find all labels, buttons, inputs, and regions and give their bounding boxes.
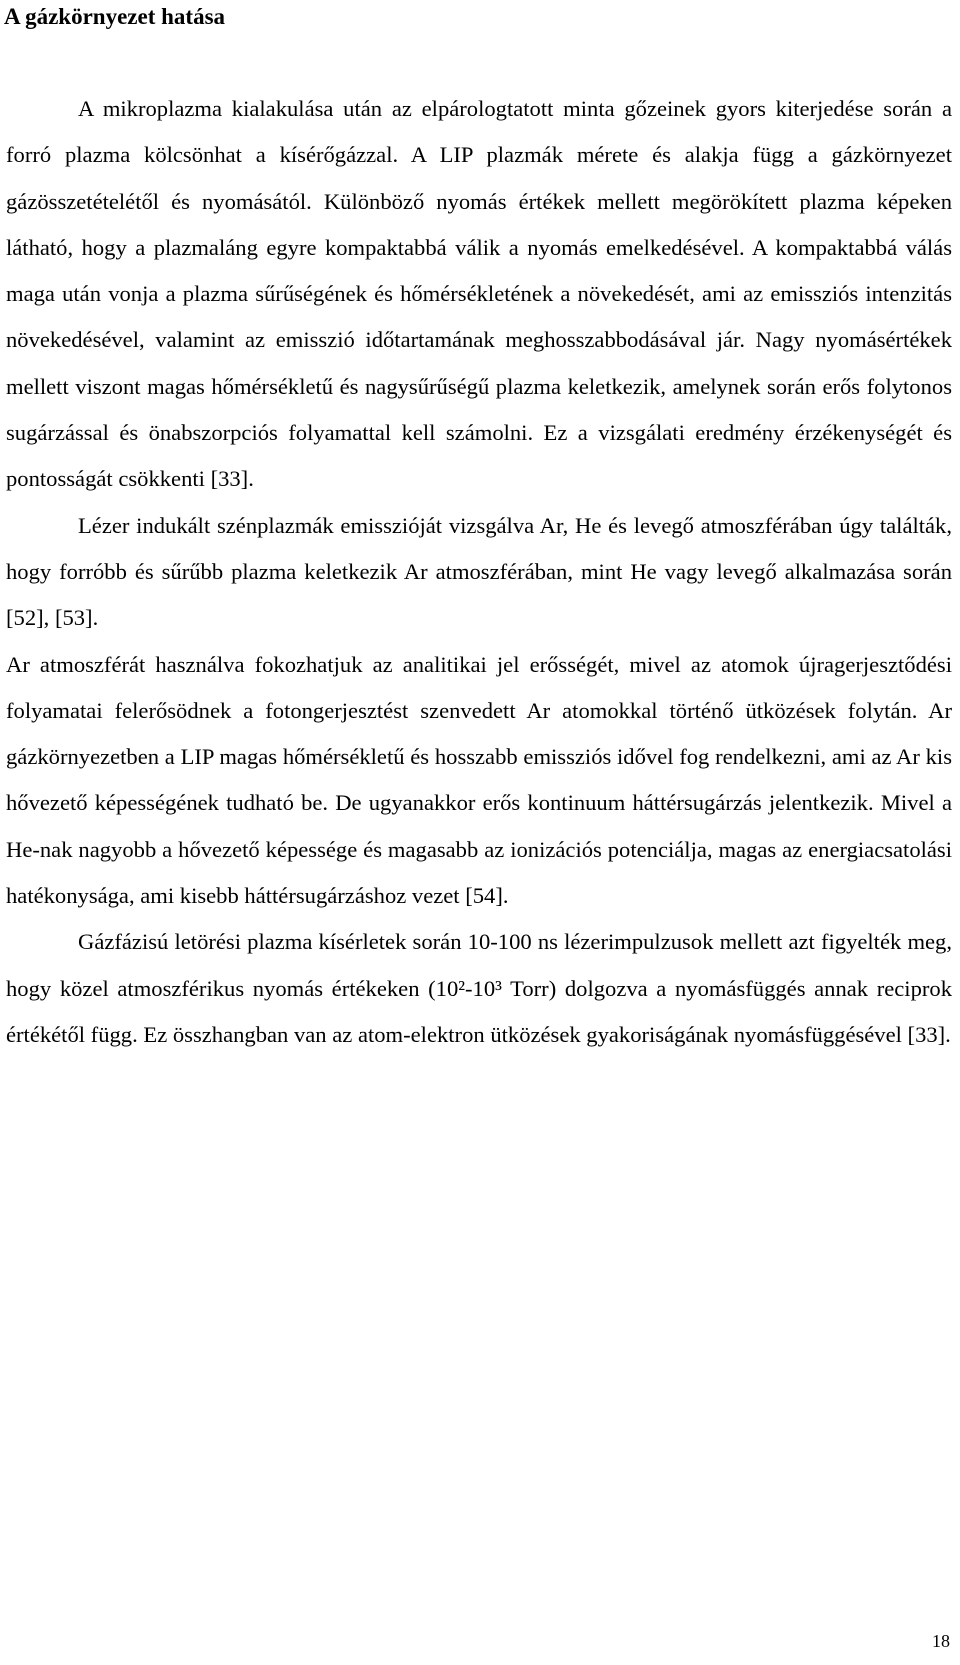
paragraph-1: A mikroplazma kialakulása után az elpárologtatott minta gőzeinek gyors kiterjedése során a forró plazma kölcsönhat a kísérőgázzal. A LIP plazmák mérete és alakja függ a gázkörnyezet gázösszetételétől és nyomásától. Különböző nyomás értékek mellett megörökített plazma képeken látható, hogy a plazmaláng egyre kompaktabbá válik a nyomás emelkedésével. A kompaktabbá válás maga után vonja a plazma sűrűségének és hőmérsékletének a növekedését, ami az emissziós intenzitás növekedésével, valamint az emisszió időtartamának meghosszabbodásával jár. Nagy nyomásértékek mellett viszont magas hőmérsékletű és nagysűrűségű plazma keletkezik, amelynek során erős folytonos sugárzással és önabszorpciós folyamattal kell számolni. Ez a vizsgálati eredmény érzékenységét és pontosságát csökkenti [33]. xyxy=(6,96,952,492)
paragraph-3: Ar atmoszférát használva fokozhatjuk az analitikai jel erősségét, mivel az atomok újragerjesztődési folyamatai felerősödnek a fotongerjesztést szenvedett Ar atomokkal történő ütközések folytán. Ar gázkörnyezetben a LIP magas hőmérsékletű és hosszabb emissziós idővel fog rendelkezni, ami az Ar kis hővezető képességének tudható be. De ugyanakkor erős kontinuum háttérsugárzás jelentkezik. Mivel a He-nak nagyobb a hővezető képessége és magasabb az ionizációs potenciálja, magas az energiacsatolási hatékonysága, ami kisebb háttérsugárzáshoz vezet [54]. xyxy=(6,651,952,909)
section-heading: A gázkörnyezet hatása xyxy=(4,4,226,29)
body-text xyxy=(6,86,952,1058)
paragraph-2: Lézer indukált szénplazmák emisszióját vizsgálva Ar, He és levegő atmoszférában úgy találták, hogy forróbb és sűrűbb plazma keletkezik Ar atmoszférában, mint He vagy levegő alkalmazása során [52], [53]. xyxy=(6,512,952,631)
page-number: 18 xyxy=(932,1631,950,1651)
paragraph-4: Gázfázisú letörési plazma kísérletek során 10-100 ns lézerimpulzusok mellett azt figyelték meg, hogy közel atmoszférikus nyomás értékeken (10²-10³ Torr) dolgozva a nyomásfüggés annak reciprok értékétől függ. Ez összhangban van az atom-elektron ütközések gyakoriságának nyomásfüggésével [33]. xyxy=(6,929,952,1047)
